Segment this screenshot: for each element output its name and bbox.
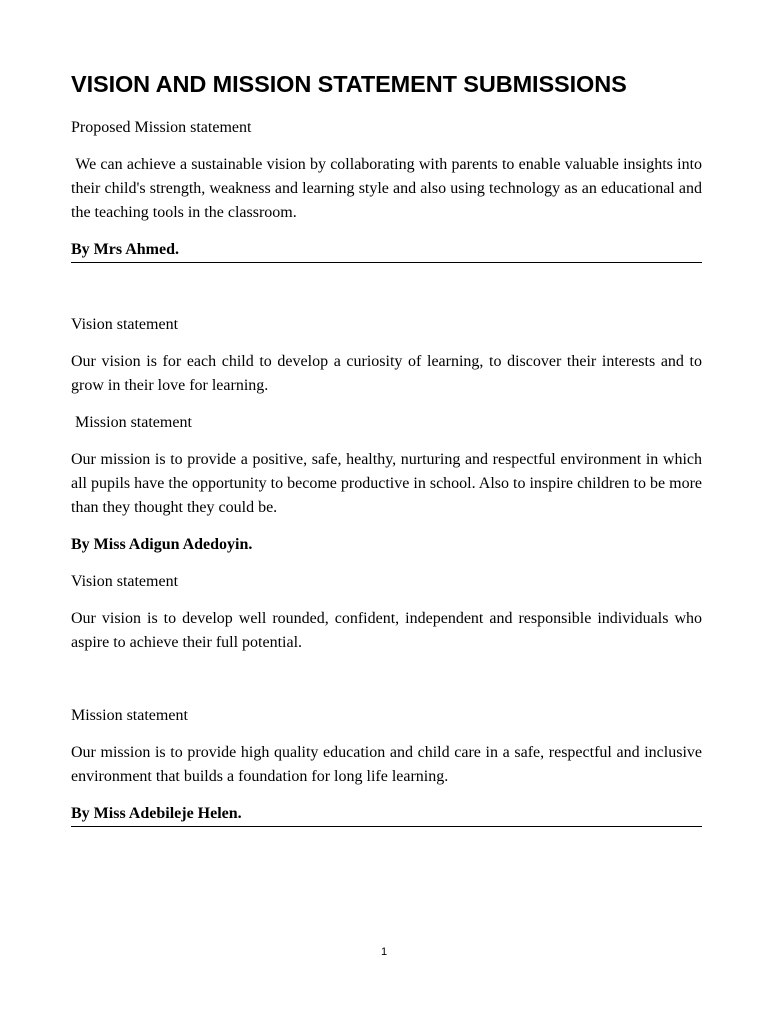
document-body <box>71 68 707 827</box>
mission-statement-label: Mission statement <box>71 707 188 724</box>
proposed-mission-text: We can achieve a sustainable vision by collaborating with parents to enable valuable insights into their child's strength, weakness and learning style and also using technology as an educational and the teaching tools in the classroom. <box>71 156 707 221</box>
spacer <box>71 668 702 704</box>
vision-statement-label: Vision statement <box>71 316 179 333</box>
mission-statement-text: Our mission is to provide high quality education and child care in a safe, respectful and inclusive environment that builds a foundation for long life learning. <box>71 744 702 785</box>
author-byline: By Miss Adigun Adedoyin. <box>71 536 253 553</box>
author-byline: By Miss Adebileje Helen. <box>71 802 702 827</box>
author-byline: By Mrs Ahmed. <box>71 238 702 263</box>
vision-statement-text: Our vision is to develop well rounded, confident, independent and responsible individuals who aspire to achieve their full potential. <box>71 610 702 651</box>
mission-statement-text: Our mission is to provide a positive, safe, healthy, nurturing and respectful environment in which all pupils have the opportunity to become productive in school. Also to inspire children to be more than they thought they could be. <box>71 451 702 516</box>
document-title: VISION AND MISSION STATEMENT SUBMISSIONS <box>71 71 627 97</box>
page-number: 1 <box>380 946 388 958</box>
proposed-mission-label: Proposed Mission statement <box>71 119 252 136</box>
vision-statement-label: Vision statement <box>71 573 179 590</box>
vision-statement-text: Our vision is for each child to develop a curiosity of learning, to discover their interests and to grow in their love for learning. <box>71 353 702 394</box>
submission-miss-adebileje <box>71 570 702 827</box>
spacer <box>71 263 702 313</box>
submission-miss-adigun <box>71 313 702 557</box>
mission-statement-label: Mission statement <box>71 414 192 431</box>
submission-mrs-ahmed <box>71 116 707 263</box>
